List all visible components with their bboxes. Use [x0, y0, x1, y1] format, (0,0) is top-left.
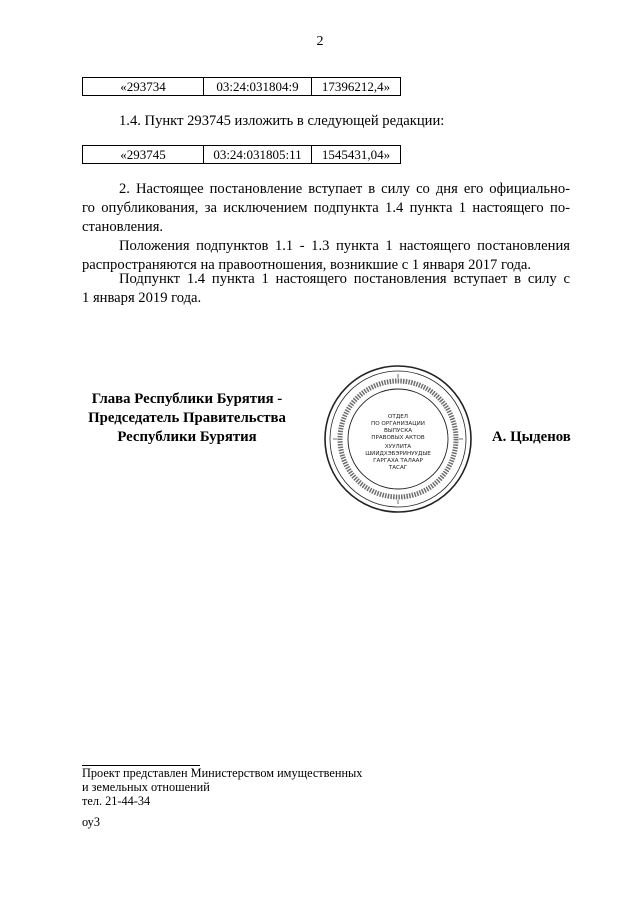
seal-text-line: ТАСАГ	[388, 465, 408, 471]
seal-text-line: ХУУЛИТА	[384, 444, 412, 450]
table-cell-value: 17396212,4»	[312, 78, 401, 96]
data-table-row-2	[82, 145, 401, 164]
table-cell-value: 1545431,04»	[312, 146, 401, 164]
table-cell-cadastral: 03:24:031804:9	[204, 78, 312, 96]
para-3-line-2: распространяются на правоотношения, возникшие с 1 января 2017 года.	[82, 257, 532, 273]
para-2-line-3: становления.	[82, 219, 164, 235]
para-4-line-1: Подпункт 1.4 пункта 1 настоящего постановления вступает в силу с	[119, 271, 570, 287]
seal-text-line: ОТДЕЛ	[388, 414, 408, 420]
table-cell-number: «293734	[83, 78, 204, 96]
official-seal-stamp	[323, 364, 473, 514]
seal-text-line: ГАРГАХА ТАЛААР	[373, 458, 423, 464]
seal-text-line: ПО ОРГАНИЗАЦИИ	[371, 421, 425, 427]
table-cell-number: «293745	[83, 146, 204, 164]
seal-center-text	[365, 414, 431, 471]
table-cell-cadastral: 03:24:031805:11	[204, 146, 312, 164]
para-2-line-2: го опубликования, за исключением подпункта 1.4 пункта 1 настоящего по-	[82, 200, 570, 216]
signature-title-line-1: Глава Республики Бурятия -	[91, 391, 283, 407]
seal-text-line: ВЫПУСКА	[383, 428, 413, 434]
seal-text-line: ПРАВОВЫХ АКТОВ	[371, 435, 425, 441]
signatory-name: А. Цыденов	[492, 429, 571, 445]
para-4-line-2: 1 января 2019 года.	[82, 290, 202, 306]
para-2-line-1: 2. Настоящее постановление вступает в силу со дня его официально-	[119, 181, 570, 197]
page-number: 2	[316, 34, 324, 49]
footnote-line-2: и земельных отношений	[82, 780, 210, 794]
footnote-phone: тел. 21-44-34	[82, 794, 151, 808]
signature-title-line-3: Республики Бурятия	[117, 429, 257, 445]
seal-text-line: ШИИДХЭБЭРИНУУДЫЕ	[365, 451, 431, 457]
item-1-4: 1.4. Пункт 293745 изложить в следующей редакции:	[119, 113, 445, 129]
signature-title-line-2: Председатель Правительства	[88, 410, 286, 426]
footnote-line-1: Проект представлен Министерством имущественных	[82, 766, 363, 780]
para-3-line-1: Положения подпунктов 1.1 - 1.3 пункта 1 настоящего постановления	[119, 238, 570, 254]
data-table-row-1	[82, 77, 401, 96]
footnote-initials: оу3	[82, 815, 100, 829]
